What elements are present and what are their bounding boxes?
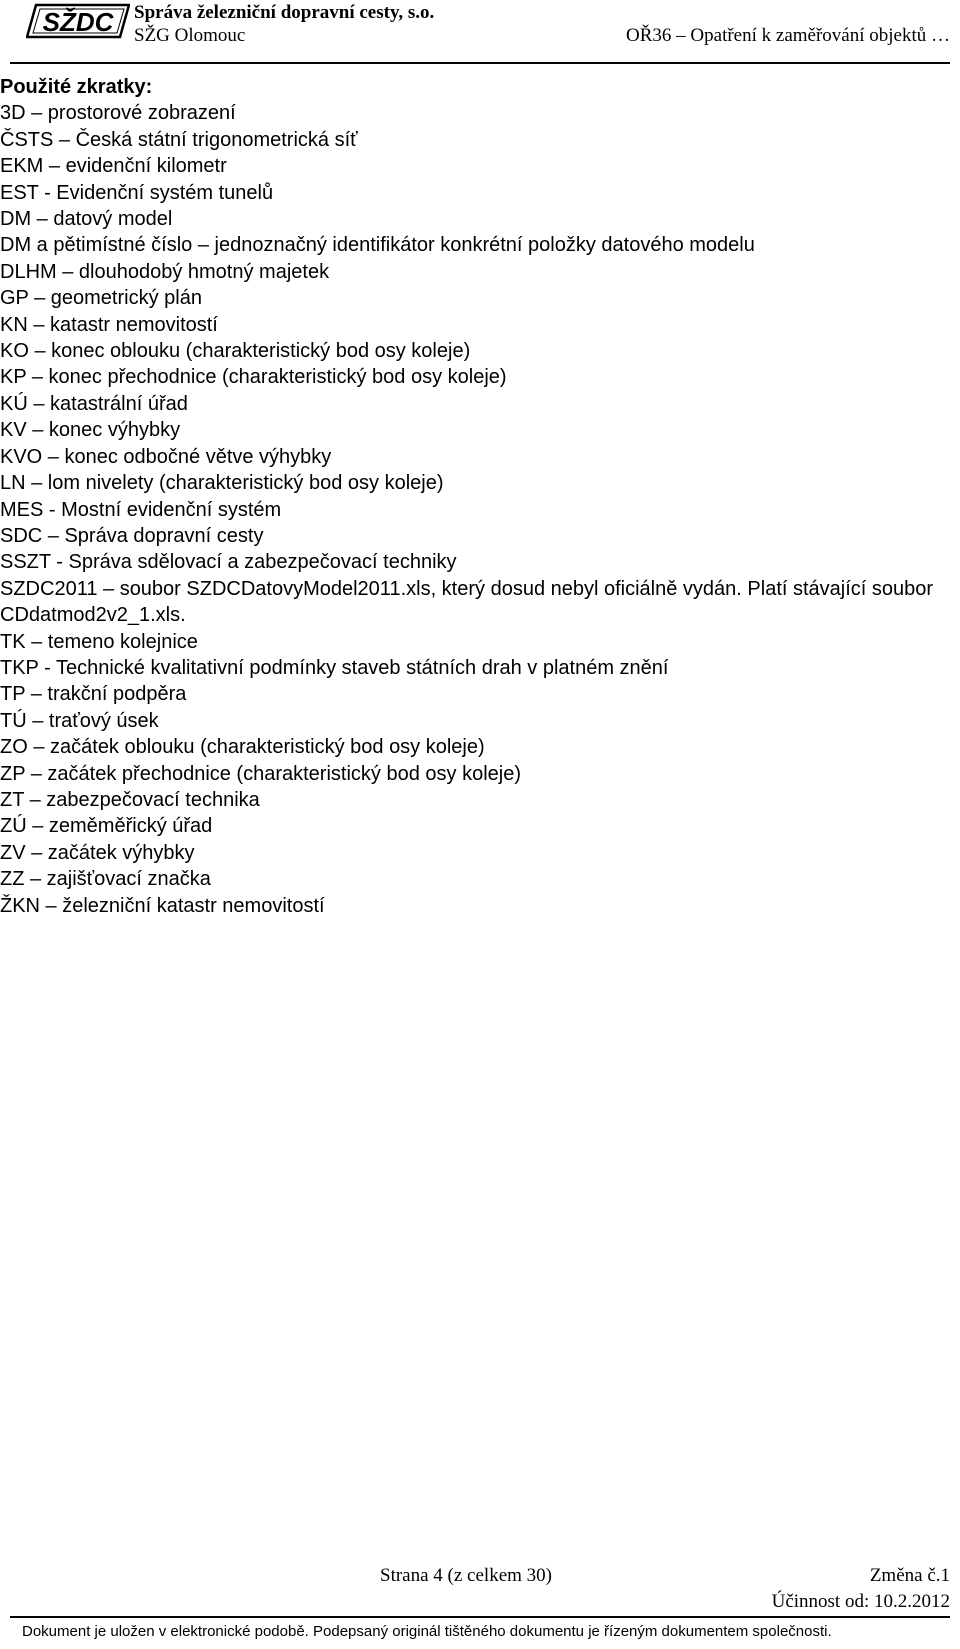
list-item: KVO – konec odbočné větve výhybky bbox=[0, 445, 332, 468]
list-item: ZO – začátek oblouku (charakteristický bod osy koleje) bbox=[0, 736, 485, 759]
szdc-logo bbox=[26, 3, 130, 39]
list-item: ČSTS – Česká státní trigonometrická síť bbox=[0, 128, 358, 151]
page-number: Strana 4 (z celkem 30) bbox=[380, 1565, 552, 1586]
list-item: EST - Evidenční systém tunelů bbox=[0, 181, 274, 204]
list-item: ŽKN – železniční katastr nemovitostí bbox=[0, 894, 325, 917]
abbreviations-heading: Použité zkratky: bbox=[0, 76, 153, 98]
organization-name: Správa železniční dopravní cesty, s.o. bbox=[134, 2, 435, 23]
list-item: SSZT - Správa sdělovací a zabezpečovací techniky bbox=[0, 551, 457, 574]
list-item: TKP - Technické kvalitativní podmínky staveb státních drah v platném znění bbox=[0, 656, 669, 679]
footer-note: Dokument je uložen v elektronické podobě. Podepsaný originál tištěného dokumentu je řízeným dokumentem společnosti. bbox=[22, 1623, 832, 1640]
list-item: KÚ – katastrální úřad bbox=[0, 392, 188, 415]
list-item: KV – konec výhybky bbox=[0, 419, 181, 442]
list-item: TÚ – traťový úsek bbox=[0, 709, 159, 732]
organization-unit: SŽG Olomouc bbox=[134, 25, 246, 46]
list-item: ZÚ – zeměměřický úřad bbox=[0, 815, 213, 838]
list-item: ZT – zabezpečovací technika bbox=[0, 788, 260, 811]
list-item: EKM – evidenční kilometr bbox=[0, 155, 227, 178]
list-item: KN – katastr nemovitostí bbox=[0, 313, 218, 336]
footer-divider bbox=[10, 1616, 950, 1618]
list-item: GP – geometrický plán bbox=[0, 287, 202, 310]
list-item: 3D – prostorové zobrazení bbox=[0, 102, 236, 125]
list-item: LN – lom nivelety (charakteristický bod osy koleje) bbox=[0, 472, 444, 495]
page-header bbox=[10, 0, 950, 64]
list-item: SDC – Správa dopravní cesty bbox=[0, 524, 264, 547]
page-content bbox=[0, 74, 955, 919]
list-item: ZZ – zajišťovací značka bbox=[0, 868, 211, 891]
list-item: MES - Mostní evidenční systém bbox=[0, 498, 282, 521]
list-item: DLHM – dlouhodobý hmotný majetek bbox=[0, 260, 330, 283]
list-item: ZV – začátek výhybky bbox=[0, 841, 195, 864]
list-item: TK – temeno kolejnice bbox=[0, 630, 198, 653]
list-item: DM a pětimístné číslo – jednoznačný identifikátor konkrétní položky datového modelu bbox=[0, 234, 755, 257]
abbreviations-list bbox=[0, 100, 955, 919]
change-number: Změna č.1 bbox=[869, 1565, 950, 1586]
document-title: OŘ36 – Opatření k zaměřování objektů … bbox=[626, 25, 950, 46]
list-item: DM – datový model bbox=[0, 208, 173, 231]
list-item: SZDC2011 – soubor SZDCDatovyModel2011.xls, který dosud nebyl oficiálně vydán. Platí stávající soubor CDdatmod2v2_1.xls. bbox=[0, 577, 939, 627]
list-item: ZP – začátek přechodnice (charakteristický bod osy koleje) bbox=[0, 762, 521, 785]
list-item: TP – trakční podpěra bbox=[0, 683, 187, 706]
svg-text:SŽDC: SŽDC bbox=[42, 7, 114, 37]
list-item: KO – konec oblouku (charakteristický bod osy koleje) bbox=[0, 340, 471, 363]
list-item: KP – konec přechodnice (charakteristický bod osy koleje) bbox=[0, 366, 507, 389]
effective-date: Účinnost od: 10.2.2012 bbox=[771, 1591, 950, 1612]
